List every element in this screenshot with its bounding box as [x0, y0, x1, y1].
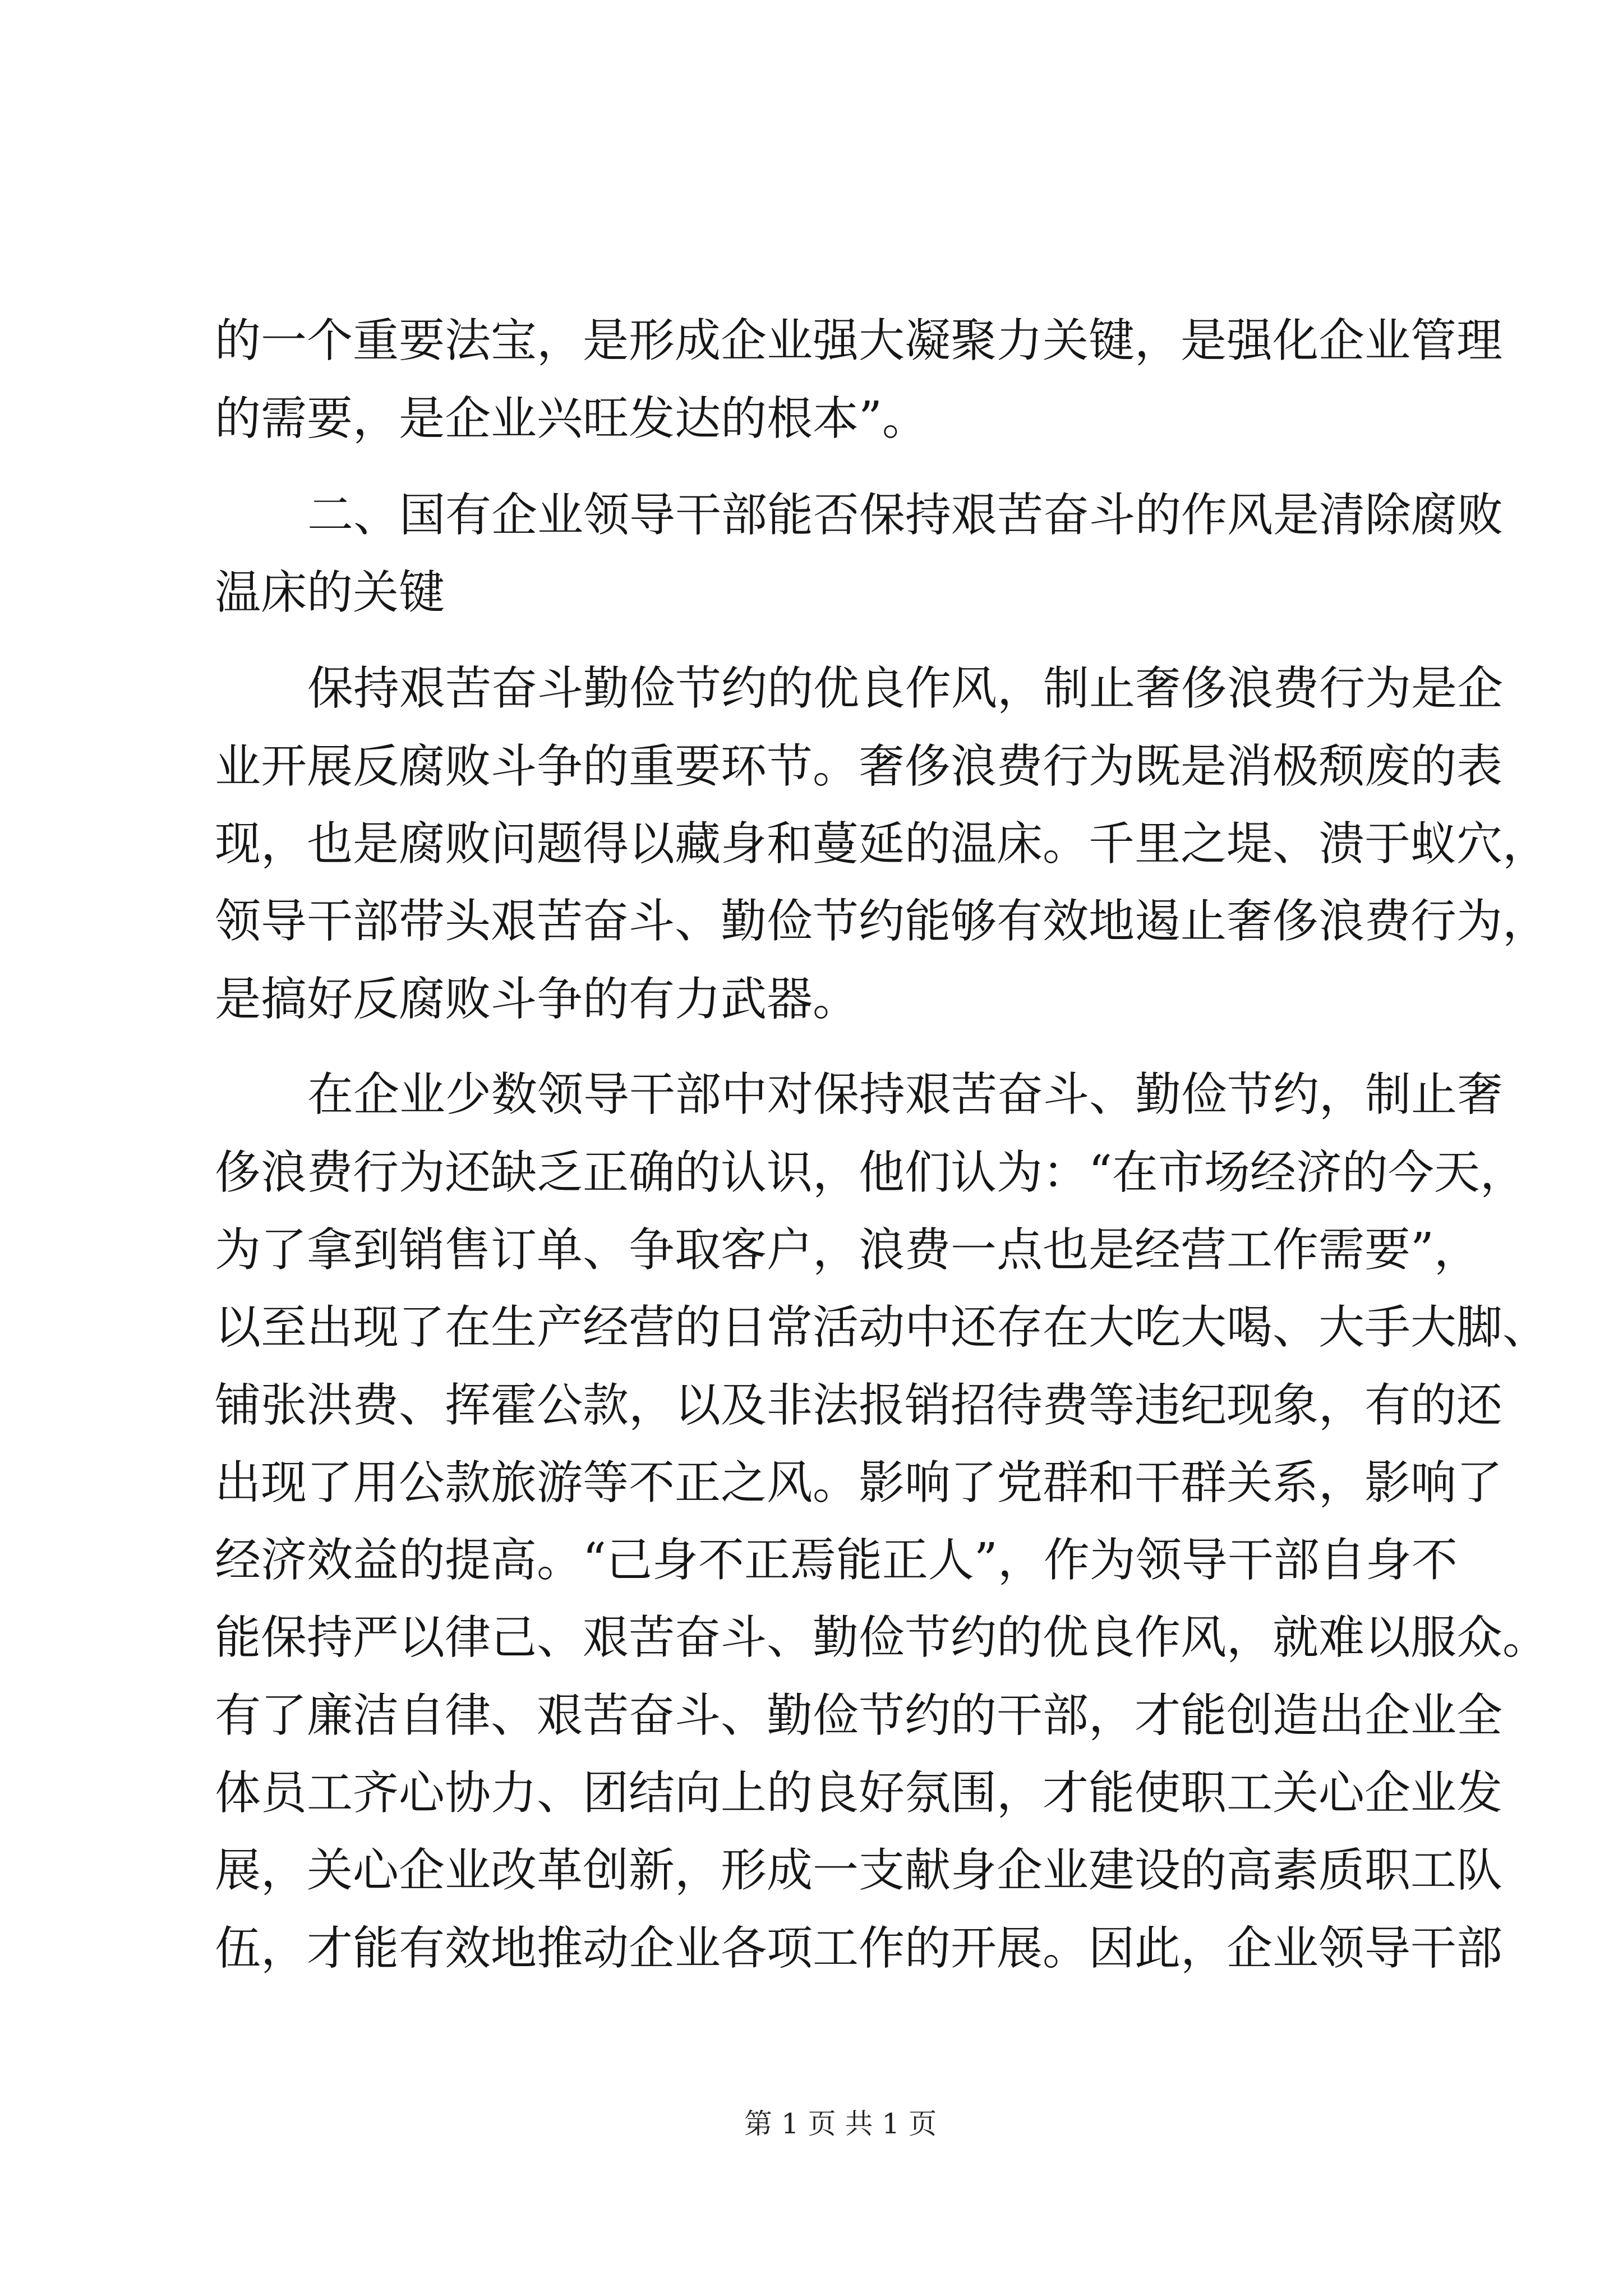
paragraph-1-line-5: 是搞好反腐败斗争的有力武器。	[215, 973, 859, 1026]
body-line-2: 的需要，是企业兴旺发达的根本”。	[215, 392, 928, 445]
paragraph-2-line-1: 在企业少数领导干部中对保持艰苦奋斗、勤俭节约，制止奢	[307, 1068, 1504, 1121]
body-line-1: 的一个重要法宝，是形成企业强大凝聚力关键，是强化企业管理	[215, 314, 1503, 367]
paragraph-2-line-9: 有了廉洁自律、艰苦奋斗、勤俭节约的干部，才能创造出企业全	[215, 1689, 1503, 1742]
paragraph-2-line-4: 以至出现了在生产经营的日常活动中还存在大吃大喝、大手大脚、	[215, 1301, 1549, 1354]
paragraph-2-line-10: 体员工齐心协力、团结向上的良好氛围，才能使职工关心企业发	[215, 1766, 1503, 1820]
section-heading-line-1: 二、国有企业领导干部能否保持艰苦奋斗的作风是清除腐败	[307, 489, 1504, 542]
paragraph-1-line-3: 现，也是腐败问题得以藏身和蔓延的温床。千里之堤、溃于蚁穴，	[215, 817, 1549, 871]
page-footer: 第 1 页 共 1 页	[744, 2108, 937, 2140]
section-heading-line-2: 温床的关键	[215, 566, 445, 619]
paragraph-2-line-3: 为了拿到销售订单、争取客户，浪费一点也是经营工作需要”，	[215, 1223, 1480, 1277]
paragraph-1-line-2: 业开展反腐败斗争的重要环节。奢侈浪费行为既是消极颓废的表	[215, 740, 1503, 793]
paragraph-2-line-6: 出现了用公款旅游等不正之风。影响了党群和干群关系，影响了	[215, 1456, 1503, 1510]
paragraph-1-line-1: 保持艰苦奋斗勤俭节约的优良作风，制止奢侈浪费行为是企	[307, 662, 1504, 715]
paragraph-2-line-5: 铺张洪费、挥霍公款，以及非法报销招待费等违纪现象，有的还	[215, 1379, 1503, 1432]
paragraph-2-line-12: 伍，才能有效地推动企业各项工作的开展。因此，企业领导干部	[215, 1922, 1503, 1975]
paragraph-1-line-4: 领导干部带头艰苦奋斗、勤俭节约能够有效地遏止奢侈浪费行为，	[215, 895, 1549, 948]
paragraph-2-line-7: 经济效益的提高。“己身不正焉能正人”，作为领导干部自身不	[215, 1534, 1458, 1587]
paragraph-2-line-2: 侈浪费行为还缺乏正确的认识，他们认为：“在市场经济的今天，	[215, 1146, 1526, 1199]
paragraph-2-line-8: 能保持严以律己、艰苦奋斗、勤俭节约的优良作风，就难以服众。	[215, 1611, 1549, 1664]
paragraph-2-line-11: 展，关心企业改革创新，形成一支献身企业建设的高素质职工队	[215, 1844, 1503, 1897]
